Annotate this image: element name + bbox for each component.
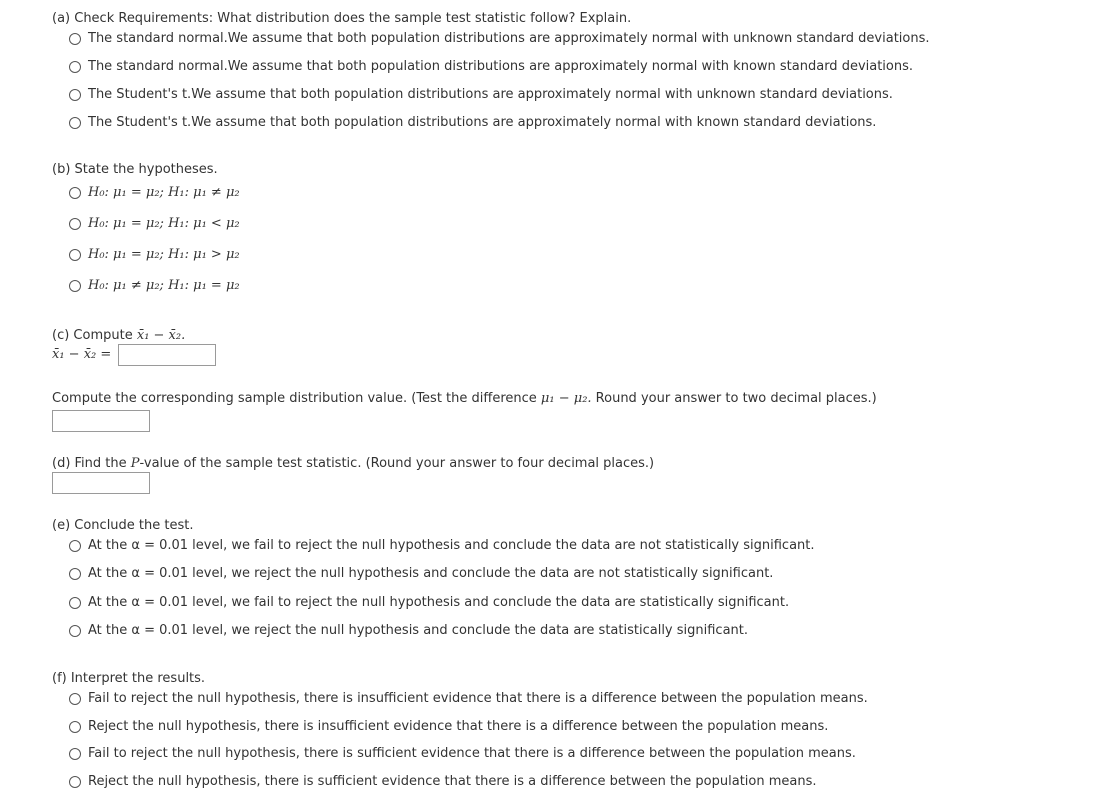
followup-text: Compute the corresponding sample distribution value. (Test the difference [52,391,537,406]
option-e2-label: At the α = 0.01 level, we reject the null hypothesis and conclude the data are not statistically significant. [88,566,774,581]
question-b: (b) State the hypotheses. [52,162,218,177]
radio-button[interactable] [69,61,81,73]
radio-button[interactable] [69,568,81,580]
option-f3[interactable] [69,746,856,761]
hypothesis-h0: H₀: μ₁ = μ₂; [88,185,164,200]
hypothesis-h1: H₁: μ₁ ≠ μ₂ [168,185,240,200]
radio-button[interactable] [69,187,81,199]
question-a: (a) Check Requirements: What distribution does the sample test statistic follow? Explain. [52,11,632,26]
radio-button[interactable] [69,89,81,101]
option-f1[interactable] [69,691,868,706]
hypothesis-h0: H₀: μ₁ = μ₂; [88,247,164,262]
radio-button[interactable] [69,721,81,733]
radio-button[interactable] [69,693,81,705]
radio-button[interactable] [69,33,81,45]
option-a1-label: We assume that both population distributions are approximately normal with unknown standard deviations. [227,31,930,46]
hypothesis-h1: H₁: μ₁ < μ₂ [168,216,240,231]
option-a4-label: We assume that both population distributions are approximately normal with known standard deviations. [191,115,877,130]
question-c-label: (c) Compute [52,328,133,343]
option-a3[interactable] [69,87,893,102]
option-e1[interactable] [69,538,815,553]
radio-button[interactable] [69,540,81,552]
option-b4[interactable] [69,278,240,293]
answer-c-input[interactable] [118,344,216,366]
radio-button[interactable] [69,625,81,637]
radio-button[interactable] [69,280,81,292]
option-e4[interactable] [69,623,748,638]
followup-expression: μ₁ − μ₂. [540,391,592,406]
radio-button[interactable] [69,776,81,788]
radio-button[interactable] [69,218,81,230]
option-b2[interactable] [69,216,240,231]
option-a3-lead: The Student's t. [88,87,192,102]
option-e4-label: At the α = 0.01 level, we reject the null hypothesis and conclude the data are statistically significant. [88,623,749,638]
option-a1-lead: The standard normal. [88,31,228,46]
p-value-input[interactable] [52,472,150,494]
question-e: (e) Conclude the test. [52,518,194,533]
radio-button[interactable] [69,597,81,609]
option-a3-label: We assume that both population distributions are approximately normal with unknown standard deviations. [191,87,893,102]
option-a2-lead: The standard normal. [88,59,228,74]
option-f3-label: Fail to reject the null hypothesis, there is sufficient evidence that there is a difference between the population means. [88,746,856,761]
p-symbol: P [130,456,140,471]
option-e3[interactable] [69,595,789,610]
question-c-expression: x̄₁ − x̄₂. [136,328,186,343]
option-f2[interactable] [69,719,828,734]
option-f4-label: Reject the null hypothesis, there is sufficient evidence that there is a difference between the population means. [88,774,817,789]
option-b3[interactable] [69,247,240,262]
option-f1-label: Fail to reject the null hypothesis, there is insufficient evidence that there is a difference between the population means. [88,691,868,706]
option-b1[interactable] [69,185,240,200]
option-a2-label: We assume that both population distributions are approximately normal with known standard deviations. [227,59,914,74]
option-e3-label: At the α = 0.01 level, we fail to reject the null hypothesis and conclude the data are statistically significant. [88,595,790,610]
option-e1-label: At the α = 0.01 level, we fail to reject the null hypothesis and conclude the data are not statistically significant. [88,538,815,553]
radio-button[interactable] [69,117,81,129]
option-a4[interactable] [69,115,876,130]
test-statistic-input[interactable] [52,410,150,432]
option-a1[interactable] [69,31,930,46]
hypothesis-h0: H₀: μ₁ = μ₂; [88,216,164,231]
option-a2[interactable] [69,59,913,74]
followup-tail: Round your answer to two decimal places.) [591,391,877,406]
question-c [52,328,185,343]
option-e2[interactable] [69,566,773,581]
hypothesis-h1: H₁: μ₁ = μ₂ [168,278,240,293]
question-d-prefix: (d) Find the [52,456,127,471]
answer-c-expression: x̄₁ − x̄₂ = [52,347,112,362]
radio-button[interactable] [69,748,81,760]
option-a4-lead: The Student's t. [88,115,192,130]
radio-button[interactable] [69,249,81,261]
question-d [52,456,654,471]
question-c-followup [52,391,877,406]
answer-c-label [52,347,111,362]
question-f: (f) Interpret the results. [52,671,206,686]
option-f4[interactable] [69,774,817,789]
hypothesis-h0: H₀: μ₁ ≠ μ₂; [88,278,164,293]
hypothesis-h1: H₁: μ₁ > μ₂ [168,247,240,262]
question-d-suffix: -value of the sample test statistic. (Round your answer to four decimal places.) [139,456,655,471]
option-f2-label: Reject the null hypothesis, there is insufficient evidence that there is a difference between the population means. [88,719,829,734]
